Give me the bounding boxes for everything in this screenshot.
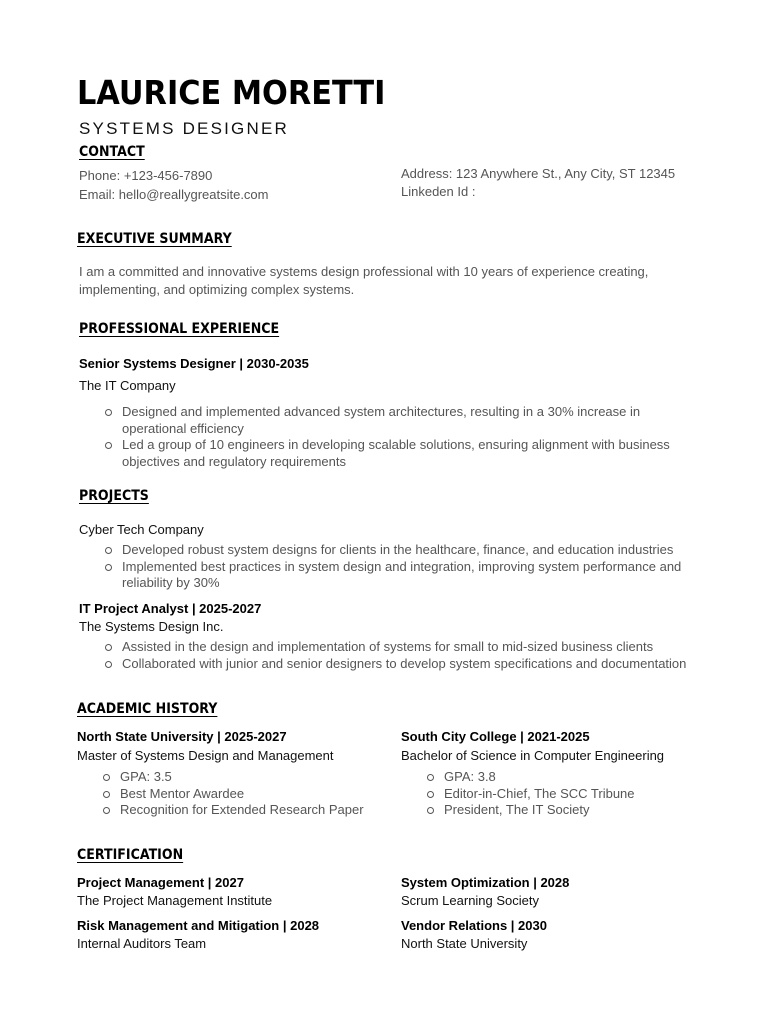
summary-heading: EXECUTIVE SUMMARY <box>77 231 232 247</box>
list-item: GPA: 3.5 <box>77 769 387 786</box>
project-bullets <box>79 639 719 672</box>
cert-title: Vendor Relations | 2030 <box>401 918 547 933</box>
cert-title: Project Management | 2027 <box>77 875 244 890</box>
bullet-icon <box>105 564 112 571</box>
experience-bullets <box>79 404 679 470</box>
contact-address: Address: 123 Anywhere St., Any City, ST 12345 <box>401 166 676 181</box>
contact-heading: CONTACT <box>79 144 145 160</box>
bullet-icon <box>427 791 434 798</box>
cert-title: Risk Management and Mitigation | 2028 <box>77 918 320 933</box>
academic-heading: ACADEMIC HISTORY <box>77 701 218 717</box>
list-item: Editor-in-Chief, The SCC Tribune <box>401 786 721 803</box>
experience-company: The IT Company <box>79 378 176 393</box>
candidate-title: SYSTEMS DESIGNER <box>79 119 289 138</box>
cert-title: System Optimization | 2028 <box>401 875 570 890</box>
experience-role: Senior Systems Designer | 2030-2035 <box>79 356 309 371</box>
bullet-icon <box>105 442 112 449</box>
school-bullets <box>401 769 721 819</box>
contact-linkedin: Linkeden Id : <box>401 184 476 199</box>
school-name: South City College | 2021-2025 <box>401 729 590 744</box>
bullet-icon <box>103 791 110 798</box>
school-degree: Bachelor of Science in Computer Engineering <box>401 748 665 763</box>
certification-heading: CERTIFICATION <box>77 847 184 863</box>
school-name: North State University | 2025-2027 <box>77 729 287 744</box>
school-bullets <box>77 769 387 819</box>
list-item: Implemented best practices in system design and integration, improving system performance and reliability by 30% <box>79 559 689 592</box>
list-item: Recognition for Extended Research Paper <box>77 802 387 819</box>
project-bullets <box>79 542 689 592</box>
bullet-icon <box>105 661 112 668</box>
bullet-icon <box>103 774 110 781</box>
bullet-icon <box>105 409 112 416</box>
cert-issuer: Scrum Learning Society <box>401 893 540 908</box>
projects-heading: PROJECTS <box>79 488 149 504</box>
summary-text: I am a committed and innovative systems design professional with 10 years of experience creating, implementing, and optimizing complex systems. <box>79 264 649 297</box>
cert-issuer: The Project Management Institute <box>77 893 273 908</box>
list-item: Collaborated with junior and senior designers to develop system specifications and documentation <box>79 656 719 673</box>
experience-heading: PROFESSIONAL EXPERIENCE <box>79 321 280 337</box>
cert-issuer: Internal Auditors Team <box>77 936 207 951</box>
school-degree: Master of Systems Design and Management <box>77 748 334 763</box>
list-item: GPA: 3.8 <box>401 769 721 786</box>
bullet-icon <box>427 774 434 781</box>
bullet-icon <box>427 807 434 814</box>
bullet-icon <box>105 644 112 651</box>
project-company: Cyber Tech Company <box>79 522 204 537</box>
list-item: Best Mentor Awardee <box>77 786 387 803</box>
list-item: Assisted in the design and implementation of systems for small to mid-sized business clients <box>79 639 719 656</box>
contact-phone: Phone: +123-456-7890 <box>79 168 213 183</box>
list-item: Designed and implemented advanced system architectures, resulting in a 30% increase in operational efficiency <box>79 404 679 437</box>
project-company: The Systems Design Inc. <box>79 619 224 634</box>
list-item: President, The IT Society <box>401 802 721 819</box>
candidate-name: LAURICE MORETTI <box>77 73 386 112</box>
contact-email: Email: hello@reallygreatsite.com <box>79 187 269 202</box>
list-item: Developed robust system designs for clients in the healthcare, finance, and education industries <box>79 542 689 559</box>
bullet-icon <box>103 807 110 814</box>
list-item: Led a group of 10 engineers in developing scalable solutions, ensuring alignment with business objectives and regulatory requirements <box>79 437 679 470</box>
project-role: IT Project Analyst | 2025-2027 <box>79 601 262 616</box>
bullet-icon <box>105 547 112 554</box>
cert-issuer: North State University <box>401 936 528 951</box>
